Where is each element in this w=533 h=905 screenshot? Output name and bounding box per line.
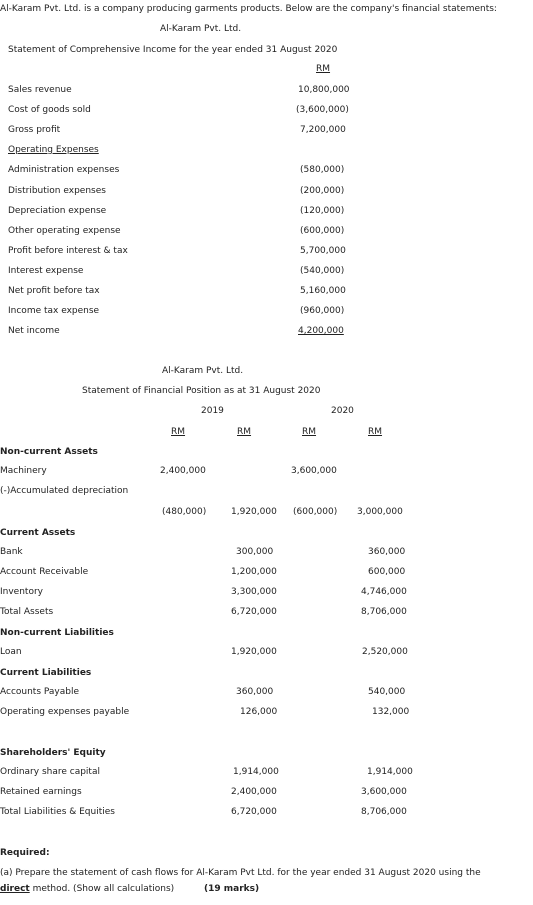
income-row-label: Interest expense bbox=[8, 266, 84, 276]
position-row-label: Retained earnings bbox=[0, 787, 82, 797]
depreciation-2019: (480,000) bbox=[162, 507, 207, 517]
section-heading: Non-current Liabilities bbox=[0, 628, 114, 638]
section-heading: Current Liabilities bbox=[0, 668, 92, 678]
year-2019-header: 2019 bbox=[201, 406, 224, 416]
position-statement-title: Statement of Financial Position as at 31 August 2020 bbox=[82, 386, 321, 396]
position-row-label: Inventory bbox=[0, 587, 43, 597]
required-question-line: (a) Prepare the statement of cash flows for Al-Karam Pvt Ltd. for the year ended 31 August 2020 using the bbox=[0, 868, 481, 878]
income-statement-title: Statement of Comprehensive Income for the year ended 31 August 2020 bbox=[8, 45, 338, 55]
income-company-name: Al-Karam Pvt. Ltd. bbox=[160, 24, 242, 34]
position-row-2020: 8,706,000 bbox=[361, 807, 407, 817]
income-row-value: (120,000) bbox=[300, 206, 345, 216]
operating-expenses-heading: Operating Expenses bbox=[8, 145, 99, 155]
required-question-rest: method. (Show all calculations) bbox=[29, 884, 175, 894]
income-row-value: 7,200,000 bbox=[300, 125, 346, 135]
position-row-2020: 2,520,000 bbox=[362, 647, 408, 657]
section-heading: Shareholders' Equity bbox=[0, 748, 106, 758]
income-row-value: 5,160,000 bbox=[300, 286, 346, 296]
income-row-label: Gross profit bbox=[8, 125, 61, 135]
required-question-line-2 bbox=[0, 883, 174, 895]
position-row-2019: 126,000 bbox=[240, 707, 278, 717]
direct-keyword: direct bbox=[0, 884, 30, 894]
position-row-label: Bank bbox=[0, 547, 23, 557]
position-row-2019: 6,720,000 bbox=[231, 807, 277, 817]
currency-header: RM bbox=[302, 427, 317, 437]
income-row-label: Distribution expenses bbox=[8, 186, 106, 196]
position-row-label: Total Assets bbox=[0, 607, 54, 617]
income-row-label: Administration expenses bbox=[8, 165, 120, 175]
net-machinery-2019: 1,920,000 bbox=[231, 507, 277, 517]
depreciation-2020: (600,000) bbox=[293, 507, 338, 517]
position-row-2020: 600,000 bbox=[368, 567, 406, 577]
position-row-2020: 4,746,000 bbox=[361, 587, 407, 597]
income-row-value: (540,000) bbox=[300, 266, 345, 276]
required-heading: Required: bbox=[0, 848, 50, 858]
position-row-2020: 1,914,000 bbox=[367, 767, 413, 777]
income-row-label: Other operating expense bbox=[8, 226, 121, 236]
income-row-label: Depreciation expense bbox=[8, 206, 107, 216]
position-row-label: Ordinary share capital bbox=[0, 767, 100, 777]
position-row-2019: 1,920,000 bbox=[231, 647, 277, 657]
position-company-name: Al-Karam Pvt. Ltd. bbox=[162, 366, 244, 376]
income-row-value: (200,000) bbox=[300, 186, 345, 196]
income-row-value: (960,000) bbox=[300, 306, 345, 316]
position-row-2019: 1,914,000 bbox=[233, 767, 279, 777]
section-heading: Non-current Assets bbox=[0, 447, 98, 457]
currency-header: RM bbox=[171, 427, 186, 437]
intro-text: Al-Karam Pvt. Ltd. is a company producing garments products. Below are the company's financial statements: bbox=[0, 4, 497, 14]
position-row-2019: 6,720,000 bbox=[231, 607, 277, 617]
position-row-2019: 300,000 bbox=[236, 547, 274, 557]
position-row-label: Loan bbox=[0, 647, 22, 657]
machinery-label: Machinery bbox=[0, 466, 47, 476]
income-row-value: 5,700,000 bbox=[300, 246, 346, 256]
income-row-label: Profit before interest & tax bbox=[8, 246, 128, 256]
position-row-label: Account Receivable bbox=[0, 567, 89, 577]
position-row-2019: 1,200,000 bbox=[231, 567, 277, 577]
machinery-2020: 3,600,000 bbox=[291, 466, 337, 476]
currency-header: RM bbox=[368, 427, 383, 437]
income-row-label: Sales revenue bbox=[8, 85, 72, 95]
income-currency-header: RM bbox=[316, 64, 331, 74]
position-row-2020: 132,000 bbox=[372, 707, 410, 717]
position-row-2019: 2,400,000 bbox=[231, 787, 277, 797]
income-row-label: Net income bbox=[8, 326, 60, 336]
income-row-label: Cost of goods sold bbox=[8, 105, 91, 115]
income-row-label: Net profit before tax bbox=[8, 286, 100, 296]
income-row-value: 10,800,000 bbox=[298, 85, 350, 95]
position-row-label: Operating expenses payable bbox=[0, 707, 130, 717]
income-row-value: (580,000) bbox=[300, 165, 345, 175]
machinery-2019: 2,400,000 bbox=[160, 466, 206, 476]
position-row-2019: 360,000 bbox=[236, 687, 274, 697]
position-row-2020: 8,706,000 bbox=[361, 607, 407, 617]
position-row-2020: 360,000 bbox=[368, 547, 406, 557]
income-row-value: (3,600,000) bbox=[296, 105, 349, 115]
position-row-2020: 540,000 bbox=[368, 687, 406, 697]
position-row-2019: 3,300,000 bbox=[231, 587, 277, 597]
net-machinery-2020: 3,000,000 bbox=[357, 507, 403, 517]
income-row-value: (600,000) bbox=[300, 226, 345, 236]
depreciation-label: (-)Accumulated depreciation bbox=[0, 486, 129, 496]
position-row-2020: 3,600,000 bbox=[361, 787, 407, 797]
currency-header: RM bbox=[237, 427, 252, 437]
year-2020-header: 2020 bbox=[331, 406, 354, 416]
position-row-label: Total Liabilities & Equities bbox=[0, 807, 115, 817]
marks-label: (19 marks) bbox=[204, 884, 260, 894]
net-income-value: 4,200,000 bbox=[298, 326, 344, 336]
income-row-label: Income tax expense bbox=[8, 306, 100, 316]
position-row-label: Accounts Payable bbox=[0, 687, 80, 697]
section-heading: Current Assets bbox=[0, 528, 76, 538]
